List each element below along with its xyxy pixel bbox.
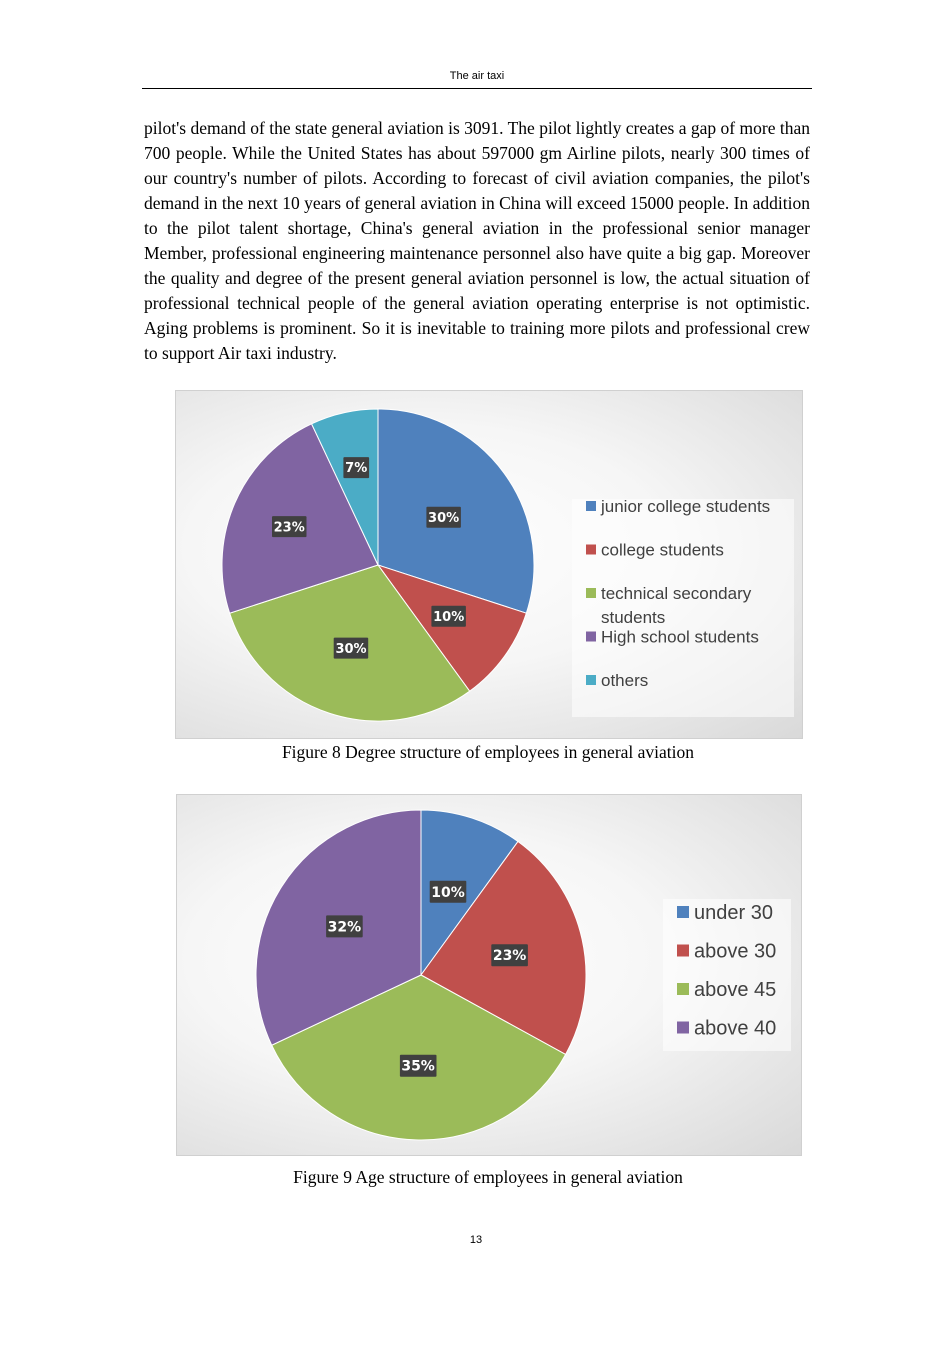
data-label-above-45 <box>400 1055 437 1077</box>
degree-structure-pie-svg <box>176 391 802 738</box>
legend-item-junior-college-students <box>586 497 770 516</box>
running-header <box>142 66 812 89</box>
svg-text:30%: 30% <box>335 641 367 657</box>
figure-9-caption: Figure 9 Age structure of employees in general aviation <box>293 1167 683 1187</box>
age-structure-pie-chart <box>176 794 802 1156</box>
svg-text:students: students <box>601 608 666 627</box>
data-label-high-school-students <box>272 516 307 537</box>
svg-text:above 40: above 40 <box>694 1017 777 1040</box>
svg-text:others: others <box>601 671 649 690</box>
svg-text:23%: 23% <box>492 948 527 965</box>
degree-structure-pie-chart <box>175 390 803 739</box>
data-label-under-30 <box>430 881 467 903</box>
figure-8-caption: Figure 8 Degree structure of employees in general aviation <box>281 742 695 762</box>
svg-text:college students: college students <box>601 540 724 560</box>
svg-text:above 30: above 30 <box>694 940 777 963</box>
body-paragraph: pilot's demand of the state general aviation is 3091. The pilot lightly creates a gap of more than 700 people. While the United States has about 597000 gm Airline pilots, nearly 300 times of our country's number of pilots. According to forecast of civil aviation companies, the pilot's demand in the next 10 years of general aviation in China will exceed 15000 people. In addition to the pilot talent shortage, China's general aviation in the professional senior manager Member, professional engineering maintenance personnel also have quite a big gap. Moreover the quality and degree of the present general aviation personnel is low, the actual situation of professional technical people of the general aviation operating enterprise is not optimistic. Aging problems is prominent. So it is inevitable to training more pilots and professional crew to support Air taxi industry. <box>144 118 810 363</box>
svg-text:35%: 35% <box>401 1058 435 1075</box>
svg-text:above 45: above 45 <box>694 979 777 1001</box>
svg-text:10%: 10% <box>433 610 465 625</box>
svg-text:High school students: High school students <box>601 627 759 647</box>
data-label-above-40 <box>326 915 363 937</box>
data-label-above-30 <box>491 944 528 966</box>
svg-text:under 30: under 30 <box>694 902 773 924</box>
age-structure-pie-svg <box>177 795 801 1155</box>
page-number: 13 <box>469 1234 483 1246</box>
svg-text:technical secondary: technical secondary <box>601 584 752 603</box>
svg-text:23%: 23% <box>273 520 305 536</box>
running-header-title: The air taxi <box>449 70 505 82</box>
legend-item-college-students <box>586 541 724 560</box>
svg-text:junior college students: junior college students <box>601 497 771 516</box>
chart-legend <box>572 497 794 717</box>
data-label-junior-college-students <box>426 507 461 528</box>
legend-item-high-school-students <box>586 628 759 647</box>
svg-text:32%: 32% <box>327 919 362 936</box>
svg-text:7%: 7% <box>345 461 368 477</box>
svg-text:10%: 10% <box>431 884 465 901</box>
chart-legend <box>663 899 791 1051</box>
data-label-college-students <box>431 606 466 627</box>
data-label-technical-secondary-students <box>334 638 369 659</box>
svg-text:30%: 30% <box>428 511 460 526</box>
data-label-others <box>343 457 369 478</box>
